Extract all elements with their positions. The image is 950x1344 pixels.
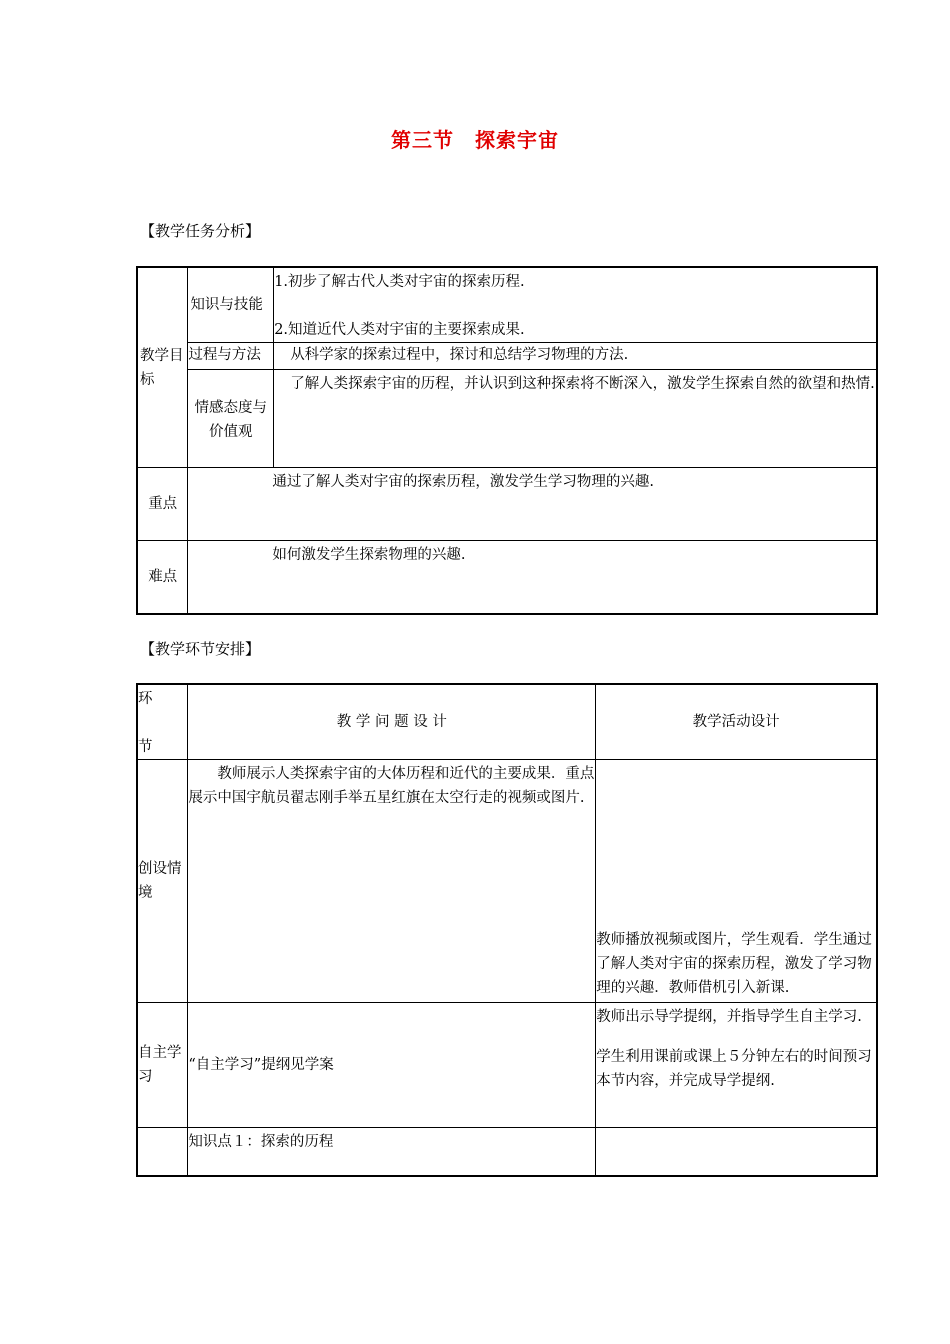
design-text: 知识点１：探索的历程 <box>188 1134 334 1150</box>
goals-label: 教学目标 <box>140 347 184 388</box>
attitude-cell <box>274 370 877 468</box>
header-activity-cell <box>596 684 877 760</box>
attitude-label-cell <box>188 370 274 468</box>
header-design-cell <box>188 684 596 760</box>
design-cell <box>188 1128 596 1176</box>
design-text: “自主学习”提纲见学案 <box>188 1057 334 1073</box>
activity-cell <box>596 1003 877 1128</box>
header-activity: 教学活动设计 <box>692 714 780 730</box>
header-design: 教 学 问 题 设 计 <box>336 714 447 730</box>
knowledge-label-cell <box>188 267 274 343</box>
design-text: 教师展示人类探索宇宙的大体历程和近代的主要成果．重点展示中国宇航员翟志刚手举五星红旗在太空行走的视频或图片. <box>188 766 595 806</box>
difficult-label: 难点 <box>148 568 178 585</box>
stage-cell <box>137 760 188 1003</box>
design-cell <box>188 760 596 1003</box>
design-cell <box>188 1003 596 1128</box>
difficult-cell <box>188 541 877 614</box>
arrangement-table <box>136 683 878 1177</box>
knowledge-cell <box>274 267 877 343</box>
key-text: 通过了解人类对宇宙的探索历程，激发学生学习物理的兴趣. <box>272 474 654 490</box>
activity-text: 教师出示导学提纲，并指导学生自主学习. <box>596 1009 862 1025</box>
process-label-cell <box>188 343 274 370</box>
stage-label: 创设情境 <box>138 861 182 901</box>
section-heading-arrangement: 【教学环节安排】 <box>140 640 261 658</box>
goals-label-cell <box>137 267 188 468</box>
page-title: 第三节 探索宇宙 <box>391 128 559 152</box>
activity-cell <box>596 760 877 1003</box>
key-cell <box>188 468 877 541</box>
stage-cell <box>137 1003 188 1128</box>
activity-cell <box>596 1128 877 1176</box>
process-cell <box>274 343 877 370</box>
stage-cell <box>137 1128 188 1176</box>
section-heading-analysis: 【教学任务分析】 <box>140 222 261 240</box>
analysis-table <box>136 266 878 615</box>
difficult-label-cell <box>137 541 188 614</box>
knowledge-item: 2.知道近代人类对宇宙的主要探索成果. <box>274 322 525 338</box>
header-stage-line2: 节 <box>138 739 153 755</box>
knowledge-label: 知识与技能 <box>190 297 263 313</box>
difficult-text: 如何激发学生探索物理的兴趣. <box>272 547 466 563</box>
key-label-cell <box>137 468 188 541</box>
activity-text: 教师播放视频或图片，学生观看．学生通过了解人类对宇宙的探索历程，激发了学习物理的兴趣．教师借机引入新课. <box>596 932 872 996</box>
key-label: 重点 <box>148 496 178 512</box>
attitude-text: 了解人类探索宇宙的历程，并认识到这种探索将不断深入，激发学生探索自然的欲望和热情. <box>290 376 875 392</box>
attitude-label: 情感态度与价值观 <box>194 400 268 440</box>
process-text: 从科学家的探索过程中，探讨和总结学习物理的方法. <box>290 347 629 363</box>
stage-label: 自主学习 <box>138 1045 182 1085</box>
header-stage-line1: 环 <box>138 691 153 707</box>
knowledge-item: 1.初步了解古代人类对宇宙的探索历程. <box>274 274 525 290</box>
header-stage-cell <box>137 684 188 760</box>
process-label: 过程与方法 <box>188 347 261 363</box>
activity-text: 学生利用课前或课上５分钟左右的时间预习本节内容，并完成导学提纲. <box>596 1049 872 1089</box>
